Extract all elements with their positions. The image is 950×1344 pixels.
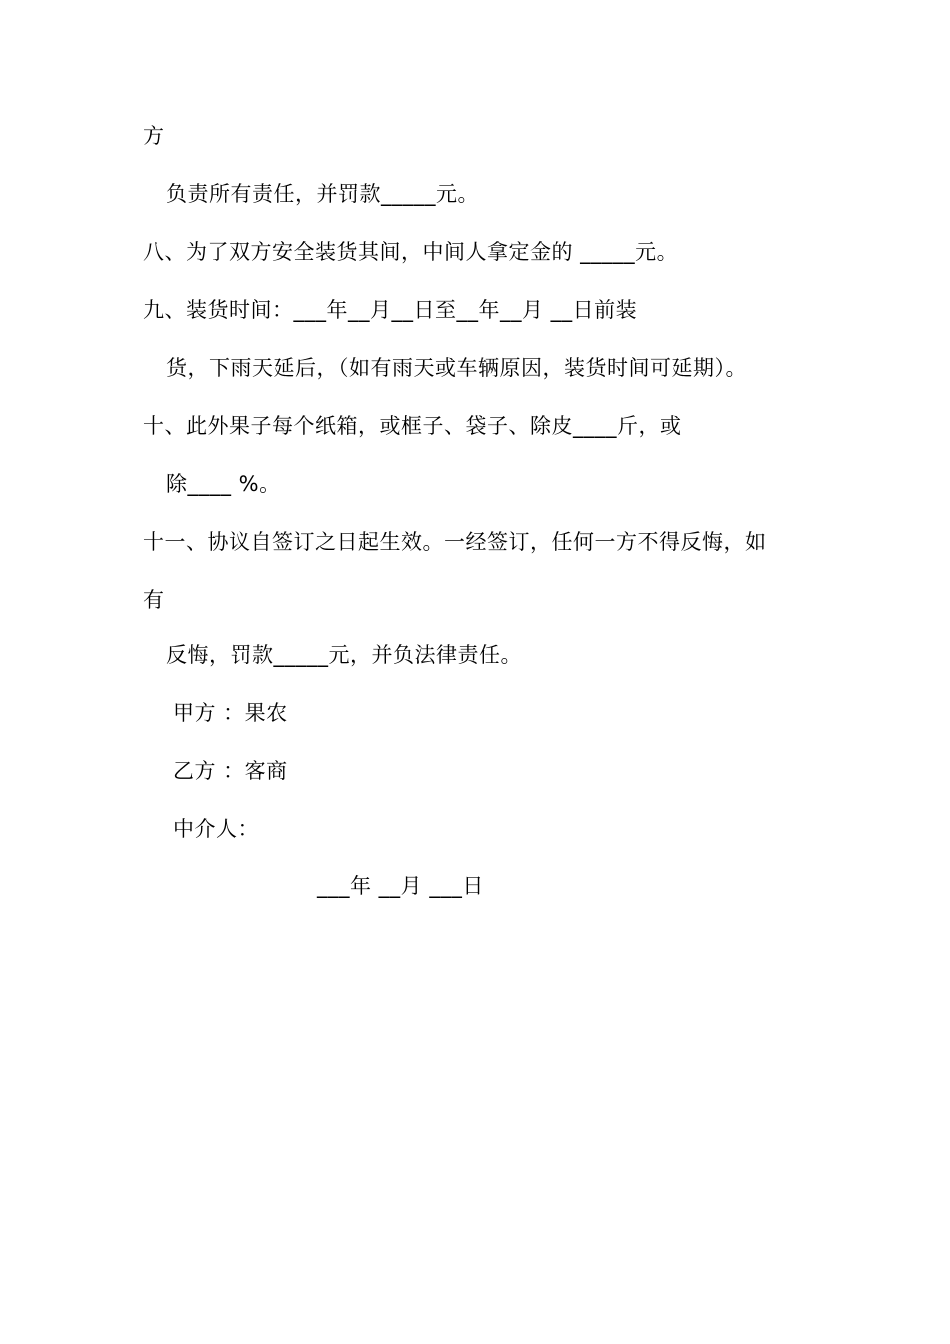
clause-11-effectiveness: 十一、协议自签订之日起生效。一经签订，任何一方不得反悔，如	[143, 530, 767, 554]
clause-8-deposit: 八、为了双方安全装货其间，中间人拿定金的 _____元。	[143, 240, 679, 264]
clause-9-loading-time: 九、装货时间：___年__月__日至__年__月 __日前装	[143, 298, 638, 322]
party-a-signature: 甲方 ：果农	[173, 701, 288, 725]
text-line-penalty-responsibility: 负责所有责任，并罚款_____元。	[166, 182, 479, 206]
party-b-signature: 乙方 ：客商	[173, 759, 288, 783]
text-line-continuation-fang: 方	[143, 124, 165, 148]
clause-9-rain-delay: 货，下雨天延后，（如有雨天或车辆原因，装货时间可延期）。	[166, 356, 747, 380]
text-line-continuation-you: 有	[143, 588, 165, 612]
clause-10-tare-weight: 十、此外果子每个纸箱，或框子、袋子、除皮____斤，或	[143, 414, 682, 438]
clause-10-percent-deduction: 除____ %。	[166, 472, 281, 496]
clause-11-penalty: 反悔，罚款_____元，并负法律责任。	[166, 643, 522, 667]
signing-date: ___年 __月 ___日	[317, 874, 484, 898]
intermediary-signature: 中介人：	[173, 817, 259, 841]
